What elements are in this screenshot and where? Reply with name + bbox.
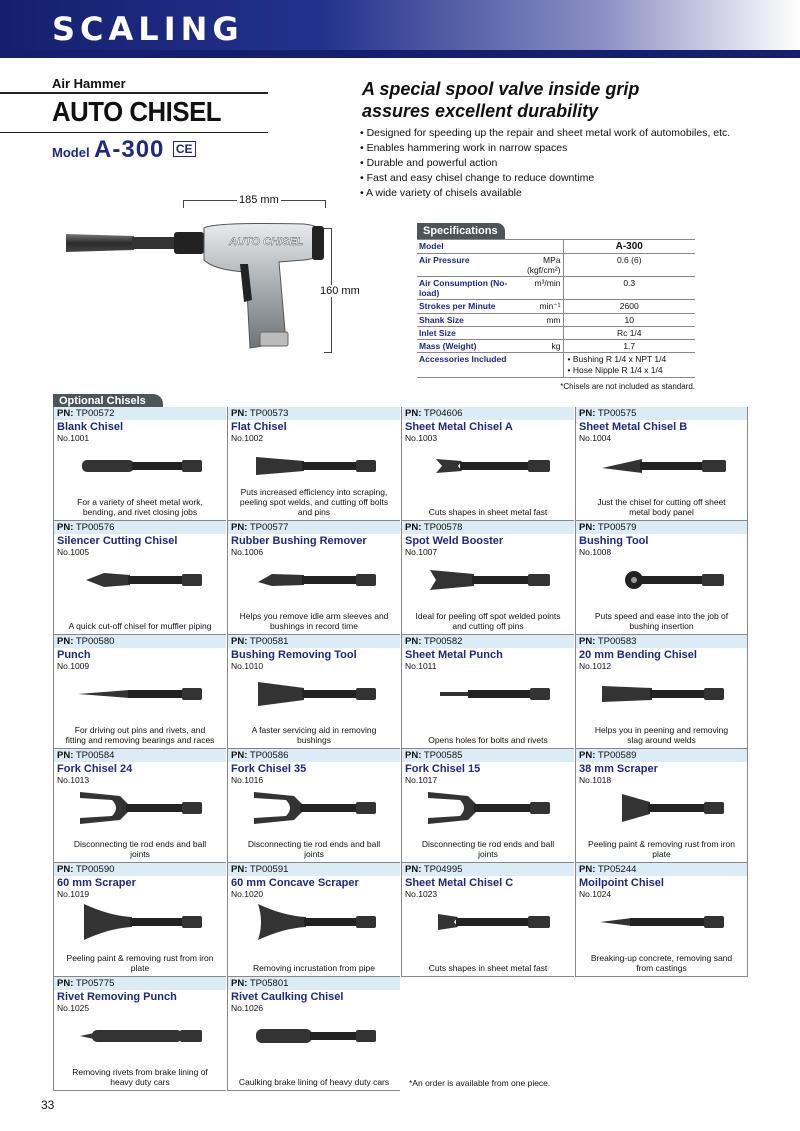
retainer-spring — [174, 232, 204, 254]
part-number-label: PN: — [231, 978, 248, 989]
spec-row — [417, 254, 695, 277]
model-prefix: Model — [52, 145, 90, 160]
part-number-label: PN: — [579, 522, 596, 533]
part-number-value: TP04606 — [423, 408, 463, 419]
chisel-number: No.1011 — [405, 661, 437, 671]
chisel-shank — [132, 237, 177, 249]
section-title: SCALING — [52, 10, 244, 48]
chisel-description: Disconnecting tie rod ends and ball joints — [247, 839, 381, 859]
chisel-number: No.1009 — [57, 661, 90, 671]
height-dimension: 160 mm — [320, 285, 360, 297]
chisel-name: Moilpoint Chisel — [579, 877, 664, 889]
moil-chisel-icon — [592, 902, 732, 942]
chisel-description: Breaking-up concrete, removing sand from castings — [590, 953, 733, 973]
chisel-card — [227, 521, 400, 635]
part-number — [402, 521, 574, 534]
chisel-description: Just the chisel for cutting off sheet metal body panel — [597, 497, 726, 517]
chisel-card — [227, 407, 400, 521]
part-number-value: TP00586 — [249, 750, 289, 761]
fork-chisel-icon — [244, 788, 384, 828]
chisel-image — [228, 787, 400, 829]
spec-label: Air Pressure — [417, 254, 513, 277]
chisel-number: No.1005 — [57, 547, 90, 557]
chisel-name: Rubber Bushing Remover — [231, 535, 367, 547]
chisel-description: Helps you in peening and removing slag around welds — [594, 725, 729, 745]
chisel-image — [576, 673, 747, 715]
tagline-line: assures excellent durability — [362, 101, 599, 121]
part-number-value: TP00573 — [249, 408, 289, 419]
order-note-cell — [401, 977, 574, 1091]
chisel-name: 60 mm Scraper — [57, 877, 136, 889]
chisel-description: For a variety of sheet metal work, bending, and rivet closing jobs — [77, 497, 203, 517]
rivetpunch-chisel-icon — [70, 1016, 210, 1056]
chisel-number: No.1020 — [231, 889, 264, 899]
part-number — [54, 521, 226, 534]
chisel-name: 60 mm Concave Scraper — [231, 877, 359, 889]
part-number-label: PN: — [231, 522, 248, 533]
chisel-name: 38 mm Scraper — [579, 763, 658, 775]
chisel-name: 20 mm Bending Chisel — [579, 649, 697, 661]
caulk-chisel-icon — [244, 1016, 384, 1056]
sheetB-chisel-icon — [592, 446, 732, 486]
blank-chisel-icon — [70, 446, 210, 486]
spec-value: Rc 1/4 — [563, 327, 695, 340]
chisel-image — [576, 787, 747, 829]
spec-row — [417, 300, 695, 314]
accessories-list — [563, 353, 695, 378]
chisel-card — [227, 977, 400, 1091]
chisel-card — [575, 407, 748, 521]
scraper60-chisel-icon — [70, 902, 210, 942]
spot-chisel-icon — [418, 560, 558, 600]
part-number-label: PN: — [579, 750, 596, 761]
spec-header-row — [417, 240, 695, 254]
order-note: *An order is available from one piece. — [409, 1078, 551, 1088]
chisel-image — [402, 787, 574, 829]
part-number — [228, 407, 400, 420]
chisel-description: Cuts shapes in sheet metal fast — [428, 963, 548, 973]
spec-unit: kg — [513, 340, 563, 353]
chisel-number: No.1023 — [405, 889, 438, 899]
chisel-number: No.1026 — [231, 1003, 264, 1013]
chisel-number: No.1002 — [231, 433, 264, 443]
part-number-label: PN: — [405, 864, 422, 875]
part-number-value: TP00581 — [249, 636, 289, 647]
spec-unit — [513, 240, 563, 254]
chisel-blade — [66, 234, 134, 252]
chisel-name: Bushing Tool — [579, 535, 649, 547]
accessory-item: • Hose Nipple R 1/4 x 1/4 — [567, 365, 663, 375]
chisel-number: No.1004 — [579, 433, 612, 443]
chisel-image — [576, 901, 747, 943]
optional-chisels-grid — [53, 407, 748, 1091]
chisel-image — [576, 559, 747, 601]
spec-label: Shank Size — [417, 314, 513, 327]
feature-item: • Enables hammering work in narrow spaces — [360, 142, 568, 154]
chisel-image — [228, 901, 400, 943]
part-number-value: TP00576 — [75, 522, 115, 533]
chisel-description: Opens holes for bolts and rivets — [428, 735, 548, 745]
chisel-name: Rivet Removing Punch — [57, 991, 177, 1003]
chisel-name: Sheet Metal Chisel A — [405, 421, 513, 433]
sheetpunch-chisel-icon — [418, 674, 558, 714]
part-number — [228, 521, 400, 534]
part-number-label: PN: — [405, 750, 422, 761]
chisel-number: No.1007 — [405, 547, 438, 557]
part-number-value: TP00578 — [423, 522, 463, 533]
chisel-number: No.1010 — [231, 661, 264, 671]
part-number-label: PN: — [405, 636, 422, 647]
spec-row — [417, 353, 695, 378]
sheetC-chisel-icon — [418, 902, 558, 942]
part-number-value: TP05775 — [75, 978, 115, 989]
chisel-description: For driving out pins and rivets, and fitting and removing bearings and races — [65, 725, 215, 745]
chisel-card — [53, 863, 226, 977]
chisel-image — [228, 445, 400, 487]
spec-label: Mass (Weight) — [417, 340, 513, 353]
specifications-table — [417, 239, 695, 378]
chisel-number: No.1008 — [579, 547, 612, 557]
bushremove-chisel-icon — [244, 674, 384, 714]
chisel-image — [54, 445, 226, 487]
chisel-card — [53, 635, 226, 749]
air-hammer-image — [64, 220, 324, 355]
part-number — [402, 749, 574, 762]
chisel-image — [54, 787, 226, 829]
spec-label: Air Consumption (No-load) — [417, 277, 513, 300]
part-number — [54, 635, 226, 648]
chisel-card — [227, 863, 400, 977]
part-number-label: PN: — [57, 408, 74, 419]
part-number-value: TP05801 — [249, 978, 289, 989]
chisel-number: No.1016 — [231, 775, 264, 785]
part-number — [228, 977, 400, 990]
part-number — [576, 407, 747, 420]
concave-chisel-icon — [244, 902, 384, 942]
part-number-label: PN: — [57, 636, 74, 647]
chisel-number: No.1024 — [579, 889, 612, 899]
sheetA-chisel-icon — [418, 446, 558, 486]
chisel-card — [53, 977, 226, 1091]
silencer-chisel-icon — [70, 560, 210, 600]
chisel-card — [401, 407, 574, 521]
chisel-card — [227, 749, 400, 863]
part-number — [576, 521, 747, 534]
spec-value: 0.6 (6) — [563, 254, 695, 277]
chisel-description: Puts increased efficiency into scraping, peeling spot welds, and cutting off bolts and pins — [239, 487, 389, 517]
rear-cap — [312, 226, 324, 260]
divider — [0, 132, 268, 133]
part-number-label: PN: — [57, 978, 74, 989]
chisel-description: Ideal for peeling off spot welded points and cutting off pins — [415, 611, 561, 631]
part-number-value: TP00590 — [75, 864, 115, 875]
part-number — [576, 863, 747, 876]
part-number-value: TP00591 — [249, 864, 289, 875]
part-number-label: PN: — [231, 408, 248, 419]
model-line — [52, 136, 196, 164]
tagline — [362, 78, 762, 122]
product-badge: AUTO CHISEL — [229, 236, 304, 248]
chisel-name: Bushing Removing Tool — [231, 649, 357, 661]
chisel-description: A quick cut-off chisel for muffler piping — [68, 621, 212, 631]
part-number — [402, 635, 574, 648]
chisel-image — [54, 901, 226, 943]
part-number-label: PN: — [405, 408, 422, 419]
part-number-label: PN: — [231, 636, 248, 647]
banner-strip — [0, 50, 800, 58]
part-number — [402, 407, 574, 420]
chisel-number: No.1003 — [405, 433, 438, 443]
chisel-image — [576, 445, 747, 487]
part-number-value: TP00579 — [597, 522, 637, 533]
part-number-label: PN: — [57, 864, 74, 875]
spec-unit: m³/min — [513, 277, 563, 300]
chisel-card — [575, 863, 748, 977]
chisel-description: Puts speed and ease into the job of bushing insertion — [594, 611, 729, 631]
chisel-card — [53, 407, 226, 521]
part-number-label: PN: — [57, 522, 74, 533]
chisel-card — [53, 521, 226, 635]
part-number — [402, 863, 574, 876]
product-title: AUTO CHISEL — [52, 96, 222, 127]
chisel-name: Silencer Cutting Chisel — [57, 535, 178, 547]
spec-row — [417, 277, 695, 300]
ce-mark-icon: CE — [173, 141, 196, 157]
chisel-card — [575, 521, 748, 635]
fork-chisel-icon — [70, 788, 210, 828]
chisel-card — [401, 863, 574, 977]
spec-note: *Chisels are not included as standard. — [560, 382, 695, 391]
specifications-tab: Specifications — [417, 223, 505, 239]
part-number-value: TP00580 — [75, 636, 115, 647]
chisel-image — [228, 673, 400, 715]
chisel-number: No.1006 — [231, 547, 264, 557]
chisel-name: Fork Chisel 24 — [57, 763, 133, 775]
spec-unit: MPa (kgf/cm²) — [513, 254, 563, 277]
spec-value: 0.3 — [563, 277, 695, 300]
chisel-image — [228, 559, 400, 601]
spec-label: Model — [417, 240, 513, 254]
optional-chisels-tab: Optional Chisels — [53, 394, 163, 408]
part-number — [228, 749, 400, 762]
chisel-card — [575, 749, 748, 863]
product-category: Air Hammer — [52, 76, 126, 91]
chisel-description: Disconnecting tie rod ends and ball joints — [73, 839, 207, 859]
chisel-name: Sheet Metal Chisel C — [405, 877, 514, 889]
part-number-value: TP04995 — [423, 864, 463, 875]
chisel-name: Fork Chisel 15 — [405, 763, 481, 775]
chisel-name: Rivet Caulking Chisel — [231, 991, 344, 1003]
bending-chisel-icon — [592, 674, 732, 714]
chisel-name: Sheet Metal Punch — [405, 649, 503, 661]
part-number-label: PN: — [405, 522, 422, 533]
spec-unit: mm — [513, 314, 563, 327]
part-number — [576, 749, 747, 762]
part-number-label: PN: — [579, 636, 596, 647]
spec-unit — [513, 327, 563, 340]
chisel-image — [54, 559, 226, 601]
part-number-value: TP05244 — [597, 864, 637, 875]
spec-value: 10 — [563, 314, 695, 327]
chisel-card — [53, 749, 226, 863]
chisel-image — [54, 1015, 226, 1057]
spec-unit — [513, 353, 563, 378]
chisel-description: Disconnecting tie rod ends and ball joints — [421, 839, 555, 859]
chisel-number: No.1001 — [57, 433, 90, 443]
feature-item: • Durable and powerful action — [360, 157, 498, 169]
part-number-label: PN: — [579, 864, 596, 875]
part-number-value: TP00584 — [75, 750, 115, 761]
feature-list — [360, 126, 730, 201]
fork-chisel-icon — [418, 788, 558, 828]
chisel-description: Removing rivets from brake lining of heavy duty cars — [72, 1067, 208, 1087]
spec-value: 1.7 — [563, 340, 695, 353]
part-number-value: TP00572 — [75, 408, 115, 419]
chisel-number: No.1012 — [579, 661, 612, 671]
tagline-line: A special spool valve inside grip — [362, 79, 640, 99]
chisel-name: Punch — [57, 649, 91, 661]
divider — [0, 92, 268, 94]
chisel-image — [402, 559, 574, 601]
spec-row — [417, 340, 695, 353]
part-number-label: PN: — [579, 408, 596, 419]
rubber-chisel-icon — [244, 560, 384, 600]
chisel-card — [401, 521, 574, 635]
spec-row — [417, 327, 695, 340]
chisel-image — [54, 673, 226, 715]
part-number-label: PN: — [231, 864, 248, 875]
part-number-value: TP00582 — [423, 636, 463, 647]
part-number — [54, 407, 226, 420]
chisel-description: Peeling paint & removing rust from iron plate — [588, 839, 735, 859]
part-number — [228, 635, 400, 648]
part-number-value: TP00585 — [423, 750, 463, 761]
model-number: A-300 — [94, 136, 165, 163]
spec-label: Strokes per Minute — [417, 300, 513, 314]
spec-row — [417, 314, 695, 327]
chisel-number: No.1013 — [57, 775, 90, 785]
chisel-description: Caulking brake lining of heavy duty cars — [238, 1077, 390, 1087]
chisel-name: Spot Weld Booster — [405, 535, 504, 547]
accessory-item: • Bushing R 1/4 x NPT 1/4 — [567, 354, 667, 364]
part-number — [54, 977, 226, 990]
part-number-value: TP00575 — [597, 408, 637, 419]
bushing-chisel-icon — [592, 560, 732, 600]
flat-chisel-icon — [244, 446, 384, 486]
feature-item: • Fast and easy chisel change to reduce downtime — [360, 172, 595, 184]
scraper38-chisel-icon — [592, 788, 732, 828]
chisel-card — [227, 635, 400, 749]
chisel-description: Helps you remove idle arm sleeves and bushings in record time — [239, 611, 389, 631]
chisel-image — [402, 673, 574, 715]
part-number — [576, 635, 747, 648]
part-number-value: TP00577 — [249, 522, 289, 533]
chisel-number: No.1017 — [405, 775, 438, 785]
chisel-description: A faster servicing aid in removing bushings — [251, 725, 377, 745]
feature-item: • Designed for speeding up the repair and sheet metal work of automobiles, etc. — [360, 127, 731, 139]
spec-value: A-300 — [563, 240, 695, 254]
chisel-number: No.1018 — [579, 775, 612, 785]
punch-chisel-icon — [70, 674, 210, 714]
part-number-value: TP00589 — [597, 750, 637, 761]
specifications-panel — [417, 221, 695, 391]
section-banner — [0, 0, 800, 58]
page-number: 33 — [41, 1098, 55, 1112]
chisel-name: Flat Chisel — [231, 421, 287, 433]
part-number — [54, 749, 226, 762]
spec-value: 2600 — [563, 300, 695, 314]
chisel-name: Sheet Metal Chisel B — [579, 421, 688, 433]
chisel-image — [402, 445, 574, 487]
chisel-description: Cuts shapes in sheet metal fast — [428, 507, 548, 517]
chisel-image — [402, 901, 574, 943]
part-number — [54, 863, 226, 876]
chisel-card — [575, 635, 748, 749]
spec-label: Inlet Size — [417, 327, 513, 340]
feature-item: • A wide variety of chisels available — [360, 187, 522, 199]
part-number — [228, 863, 400, 876]
part-number-value: TP00583 — [597, 636, 637, 647]
spec-unit: min⁻¹ — [513, 300, 563, 314]
part-number-label: PN: — [57, 750, 74, 761]
chisel-image — [228, 1015, 400, 1057]
chisel-number: No.1019 — [57, 889, 90, 899]
length-dimension: 185 mm — [239, 194, 279, 206]
chisel-description: Peeling paint & removing rust from iron plate — [66, 953, 214, 973]
chisel-name: Blank Chisel — [57, 421, 124, 433]
chisel-name: Fork Chisel 35 — [231, 763, 307, 775]
chisel-card — [401, 635, 574, 749]
spec-label: Accessories Included — [417, 353, 513, 378]
chisel-description: Removing incrustation from pipe — [253, 963, 375, 973]
part-number-label: PN: — [231, 750, 248, 761]
air-inlet — [260, 332, 288, 346]
chisel-number: No.1025 — [57, 1003, 90, 1013]
chisel-card — [401, 749, 574, 863]
